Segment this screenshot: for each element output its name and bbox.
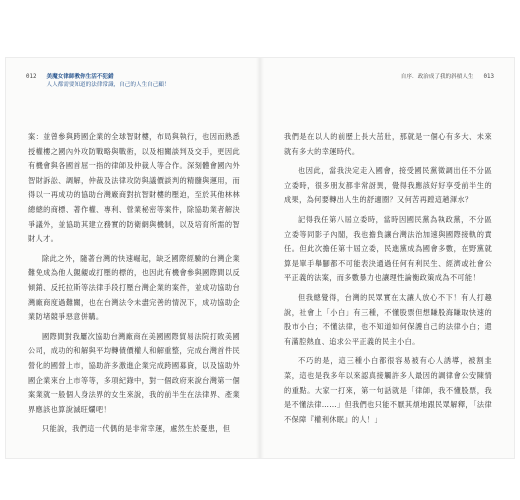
book-spread <box>6 58 514 458</box>
left-page-body <box>28 130 240 442</box>
book-title-block <box>46 74 169 88</box>
paragraph: 但我總覺得，台灣的民眾實在太讓人放心不下！有人打趣說，社會上「小白」有三種，不懂股票但想賺股海賺取快速的股市小白；不懂法律，也不知道如何保護自己的法律小白；還有滿腔熱血、追求公平正義的民主小白。 <box>284 292 492 346</box>
book-title: 美魔女律師教你生活不犯錯 <box>46 74 114 80</box>
left-page-header <box>26 74 170 88</box>
right-page-number: 013 <box>483 74 494 80</box>
right-page <box>260 58 514 458</box>
left-page <box>6 58 260 458</box>
running-head: 自序．政治成了我的斜槓人生 <box>400 74 474 80</box>
paragraph: 國際間對我屢次協助台灣廠商在美國國際貿易法院打敗美國公司，成功的和解與平均轉債價權人和解重整，完成台灣首件民營化的國營上市，協助許多激進企業完成跨國募資，以及協助外國企業來台上市等等，多項紀錄中，對一個政府來說台灣第一個案業就一般個人身法界的女生來說，我的前半生在法律界、產業界應該也算說滅旺爛吧！ <box>28 331 240 414</box>
paragraph: 不巧的是，這三種小白都很容易被有心人誘導，被割韭菜，這也是我多年以來認真接觸許多人最因的調律會公安陳情的重點。大家一打來，第一句話就是「律師，我不懂股票，我是不懂法律……」但我們也只能不厭其煩地跟民眾解釋，「法律不保障『權利休眠』的人！」 <box>284 356 492 424</box>
paragraph: 記得我任第八屆立委時，當時因國民黨為執政黨，不分區立委等同影子內閣，我也擔負讓台灣法治加速與國際接軌的責任。但此次擔任第十屆立委，民進黨成為國會多數，在野黨就算是單手舉腳都不可能表決通過任何有利民生、經濟或社會公平正義的法案，而多數暴力也讓理性論衡政策成為不可能！ <box>284 214 492 283</box>
left-page-number: 012 <box>26 74 37 80</box>
right-page-header <box>401 74 494 81</box>
paragraph: 除此之外，隨著台灣的快速崛起，缺乏國際經驗的台灣企業難免成為他人覬覦或打壓的標的，也因此有機會參與國際間以反傾銷、反托拉斯等法律手段打壓台灣企業的案件，並成功協助台灣廠商度過難關，也在台灣法令未盡完善的情況下，成功協助企業防堵競爭惡意併購。 <box>28 253 240 322</box>
paragraph: 我們是在以人的前歷上長大茁壯，那就是一個心有多大、未來就有多大的幸運時代。 <box>284 132 492 156</box>
book-subtitle: 人人都需要知道的法律常識，自己的人生自己顧！ <box>46 81 170 88</box>
paragraph: 案：並曾參與跨國企業的全球智財樓，布局與執行，也因而熟悉授權樓之國內外攻防戰略與戰術，以及相關談判及交手，更因此有機會與各國首屈一指的律師及仲裁人等合作。深刻體會國內外智財訴訟、調解，仲裁及法律攻防與議價談判的精髓與運用，而得以一再成功的協助台灣廠商對抗智財樓的壓迫，至於其他林林總總的商標、著作權、專利、營業秘密等案件，除協助業者解決爭議外，並協助其建立務實的防衛網與機制，以及培育所需的智財人才。 <box>28 132 240 244</box>
paragraph: 也因此，當我決定走入國會，接受國民黨徵調出任不分區立委時，很多朋友都非常訝異，覺得我應該好好享受前半生的成果，為何要轉出人生的舒適圈？又何苦再蹚這趟渾水？ <box>284 166 492 205</box>
paragraph: 只能說，我們這一代偶的是非常幸運，處然生於憂患，但 <box>42 424 231 434</box>
right-page-body <box>284 130 492 432</box>
